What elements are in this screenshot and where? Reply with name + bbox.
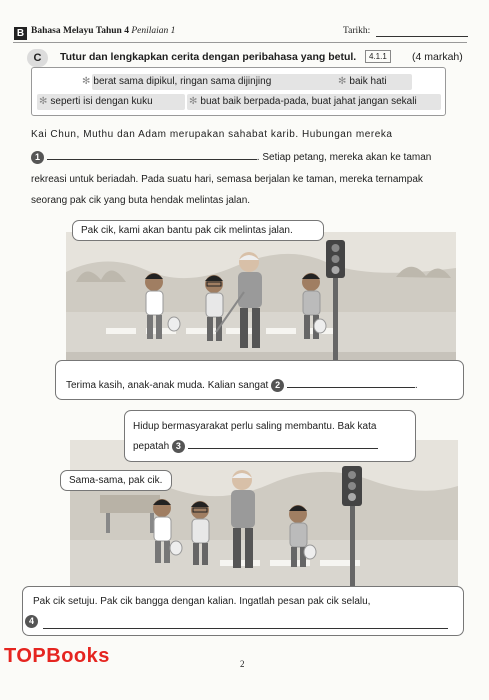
story-line-3: rekreasi untuk beriadah. Pada suatu hari, semasa berjalan ke taman, mereka ternampak (31, 174, 423, 185)
section-badge: C (27, 49, 48, 67)
answer-blank-1[interactable] (47, 159, 257, 160)
answer-blank-4[interactable] (43, 612, 448, 629)
date-line (376, 36, 468, 37)
proverb-item: ✻ buat baik berpada-pada, buat jahat jangan sekali (189, 96, 417, 107)
speech-bubble-1: Pak cik, kami akan bantu pak cik melintas jalan. (72, 220, 324, 241)
header-rule (13, 42, 467, 43)
asterisk-icon: ✻ (39, 96, 48, 107)
asterisk-icon: ✻ (338, 76, 347, 87)
date-label: Tarikh: (343, 26, 371, 36)
brand-logo: TOPBooks (4, 645, 110, 667)
proverb-item: ✻ baik hati (338, 76, 387, 87)
blank-number-1: 1 (31, 151, 44, 164)
speech-bubble-4: Sama-sama, pak cik. (60, 470, 172, 491)
asterisk-icon: ✻ (82, 76, 91, 87)
speech-bubble-3: Hidup bermasyarakat perlu saling membantu. Bak kata pepatah 3 (124, 410, 416, 462)
marks-label: (4 markah) (412, 51, 463, 63)
book-logo: B (14, 27, 27, 40)
blank-number-3: 3 (172, 440, 185, 453)
page-number: 2 (240, 659, 245, 669)
speech-bubble-5: Pak cik setuju. Pak cik bangga dengan kalian. Ingatlah pesan pak cik selalu, 4 (22, 586, 464, 636)
skill-code: 4.1.1 (365, 50, 391, 63)
answer-blank-2[interactable] (287, 387, 415, 388)
scene-thanks-illustration (70, 440, 458, 592)
blank-number-2: 2 (271, 379, 284, 392)
blank-number-4: 4 (25, 615, 38, 628)
story-line-1: Kai Chun, Muthu dan Adam merupakan sahabat karib. Hubungan mereka (31, 129, 393, 140)
story-line-4: seorang pak cik yang buta hendak melintas jalan. (31, 195, 251, 206)
instruction-text: Tutur dan lengkapkan cerita dengan peribahasa yang betul. (60, 51, 357, 63)
story-line-2: 1 . Setiap petang, mereka akan ke taman (31, 151, 431, 164)
header-title: Bahasa Melayu Tahun 4 Penilaian 1 (31, 26, 176, 36)
proverb-item: ✻ seperti isi dengan kuku (39, 96, 153, 107)
proverb-item: ✻ berat sama dipikul, ringan sama dijinjing (82, 76, 272, 87)
scene-crossing-illustration (66, 232, 456, 362)
speech-bubble-2: Terima kasih, anak-anak muda. Kalian sangat 2 . (55, 360, 464, 400)
answer-blank-3[interactable] (188, 448, 378, 449)
proverb-box (31, 67, 446, 116)
asterisk-icon: ✻ (189, 96, 198, 107)
